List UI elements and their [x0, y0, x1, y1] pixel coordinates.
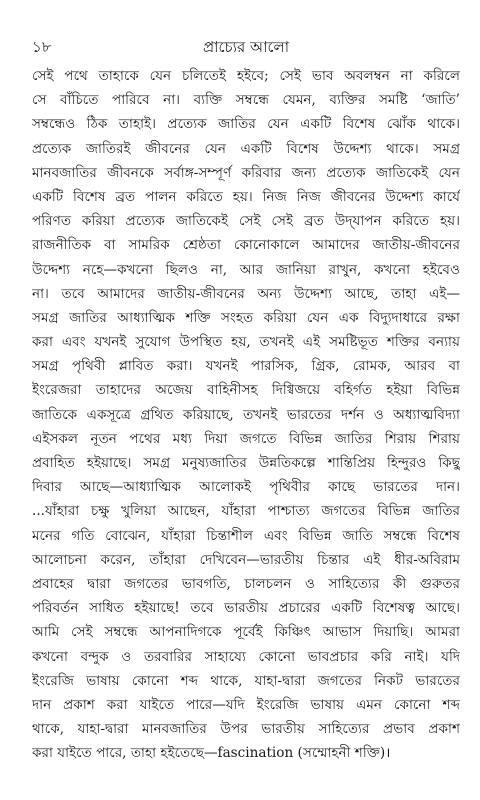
body-text [32, 64, 460, 765]
text-line: সে বাঁচিতে পারিবে না। ব্যক্তি সম্বন্ধে যেমন, ব্যক্তির সমষ্টি ‘জাতি’ [32, 92, 460, 109]
text-line: একটি বিশেষ ব্রত পালন করিতে হয়। নিজ নিজ জীবনের উদ্দেশ্য কার্যে [32, 188, 460, 205]
text-line: এইসকল নূতন পথের মধ্য দিয়া জগতে বিভিন্ন জাতির শিরায় শিরায় [32, 430, 460, 447]
text-line: মানবজাতির জীবনকে সর্বাঙ্গ-সম্পূর্ণ করিবার জন্য প্রত্যেক জাতিকেই যেন [32, 164, 460, 181]
text-line: দিবার আছে—আধ্যাত্মিক আলোকই পৃথিবীর কাছে ভারতের দান। [32, 479, 460, 496]
text-line: সেই পথে তাহাকে যেন চলিতেই হইবে; সেই ভাব অবলম্বন না করিলে [32, 68, 460, 84]
text-line: ...যাঁহারা চক্ষু খুলিয়া আছেন, যাঁহারা পাশ্চাত্য জগতের বিভিন্ন জাতির [32, 503, 460, 520]
text-line: পরিণত করিয়া প্রত্যেক জাতিকেই সেই সেই ব্রত উদ্‌যাপন করিতে হয়। [32, 213, 460, 230]
text-line: দান প্রকাশ করা যাইতে পারে—যদি ইংরেজি ভাষায় এমন কোনো শব্দ [32, 696, 460, 713]
text-line: আমি সেই সম্বন্ধে আপনাদিগকে পূর্বেই কিঞ্চিৎ আভাস দিয়াছি। আমরা [32, 624, 460, 641]
text-line: করা যাইতে পারে, তাহা হইতেছে—fascination (সম্মোহনী শক্তি)। [32, 745, 391, 762]
page-number: ১৮ [32, 38, 52, 56]
text-line: ইংরেজরা তাহাদের অজেয় বাহিনীসহ দিগ্বিজয়ে বহির্গত হইয়া বিভিন্ন [32, 382, 460, 399]
text-line: সম্বন্ধেও ঠিক তাহাই। প্রত্যেক জাতির যেন একটি বিশেষ ঝোঁক থাকে। [32, 116, 460, 133]
text-line: পরিবর্তন সাধিত হইয়াছে! তবে ভারতীয় প্রচারের একটি বিশেষত্ব আছে। [32, 600, 460, 617]
text-line: না। তবে আমাদের জাতীয়-জীবনের অন্য উদ্দেশ্য আছে, তাহা এই— [32, 285, 460, 302]
text-line: ইংরেজি ভাষায় কোনো শব্দ থাকে, যাহা-দ্বারা জগতের নিকট ভারতের [32, 672, 460, 689]
text-line: রাজনীতিক বা সামরিক শ্রেষ্ঠতা কোনোকালে আমাদের জাতীয়-জীবনের [32, 237, 460, 254]
text-line: সমগ্র জাতির আধ্যাত্মিক শক্তি সংহত করিয়া যেন এক বিদ্যুদাধারে রক্ষা [32, 309, 460, 326]
text-line: প্রবাহিত হইয়াছে। সমগ্র মনুষ্যজাতির উন্নতিকল্পে শান্তিপ্রিয় হিন্দুরও কিছু [32, 455, 460, 471]
page-header [32, 36, 460, 56]
text-line: কখনো বন্দুক ও তরবারির সাহায্যে কোনো ভাবপ্রচার করি নাই। যদি [32, 648, 460, 665]
text-line: করা এবং যখনই সুযোগ উপস্থিত হয়, তখনই এই সমষ্টিভূত শক্তির বন্যায় [32, 334, 460, 351]
text-line: মনের গতি বোঝেন, যাঁহারা চিন্তাশীল এবং বিভিন্ন জাতি সম্বন্ধে বিশেষ [32, 527, 460, 544]
text-line: থাকে, যাহা-দ্বারা মানবজাতির উপর ভারতীয় সাহিত্যের প্রভাব প্রকাশ [32, 721, 460, 738]
text-line: সমগ্র পৃথিবী প্লাবিত করা। যখনই পারসিক, গ্রিক, রোমক, আরব বা [32, 358, 460, 375]
text-line: জাতিকে একসূত্রে গ্রথিত করিয়াছে, তখনই ভারতের দর্শন ও অধ্যাত্মবিদ্যা [32, 406, 460, 423]
text-line: উদ্দেশ্য নহে—কখনো ছিলও না, আর জানিয়া রাখুন, কখনো হইবেও [32, 261, 460, 278]
running-title: প্রাচ্যের আলো [202, 38, 290, 56]
text-line: প্রত্যেক জাতিরই জীবনের যেন একটি বিশেষ উদ্দেশ্য থাকে। সমগ্র [32, 140, 460, 157]
text-line: প্রবাহের দ্বারা জগতের ভাবগতি, চালচলন ও সাহিত্যের কী গুরুতর [32, 575, 460, 592]
text-line: আলোচনা করেন, তাঁহারা দেখিবেন—ভারতীয় চিন্তার এই ধীর-অবিরাম [32, 551, 460, 568]
